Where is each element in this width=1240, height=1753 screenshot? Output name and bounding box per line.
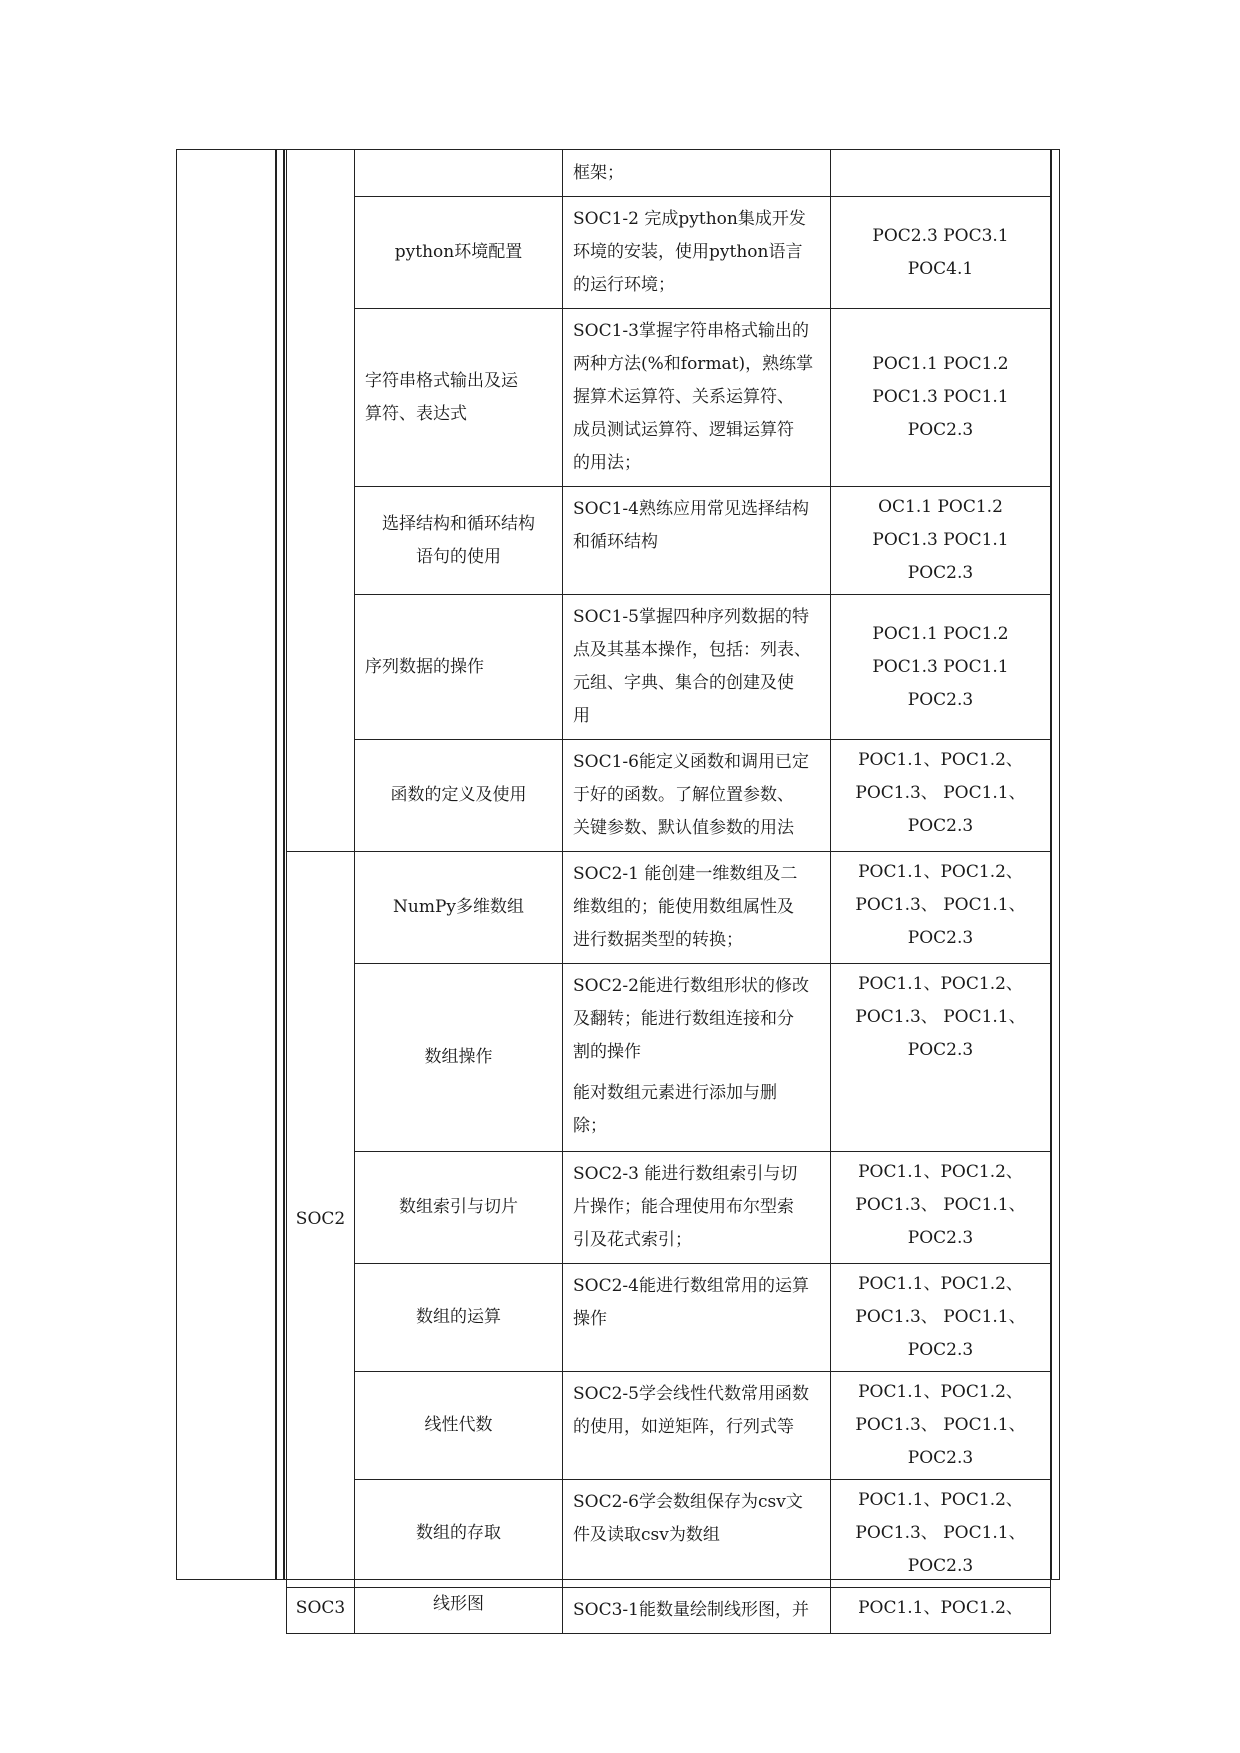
unit-cell: SOC3 bbox=[287, 1588, 355, 1634]
outcome-description: SOC1-5掌握四种序列数据的特 点及其基本操作，包括：列表、 元组、字典、集合的创建及使 用 bbox=[563, 595, 831, 740]
outcome-description: SOC3-1能数量绘制线形图，并 bbox=[563, 1588, 831, 1634]
unit-cell bbox=[287, 150, 355, 852]
poc-mapping: POC1.1、POC1.2、 POC1.3、 POC1.1、 POC2.3 bbox=[831, 1480, 1051, 1588]
outer-column-divider bbox=[275, 149, 277, 1580]
table-row bbox=[287, 964, 1051, 1152]
topic-cell: 线性代数 bbox=[355, 1372, 563, 1480]
outcome-description: SOC2-6学会数组保存为csv文 件及读取csv为数组 bbox=[563, 1480, 831, 1588]
poc-mapping: POC1.1、POC1.2、 POC1.3、 POC1.1、 POC2.3 bbox=[831, 852, 1051, 964]
poc-mapping: POC1.1、POC1.2、 POC1.3、 POC1.1、 POC2.3 bbox=[831, 1152, 1051, 1264]
table-row bbox=[287, 1588, 1051, 1634]
outcome-description: SOC1-6能定义函数和调用已定 于好的函数。了解位置参数、 关键参数、默认值参数的用法 bbox=[563, 740, 831, 852]
poc-mapping: POC2.3 POC3.1 POC4.1 bbox=[831, 197, 1051, 309]
table-row bbox=[287, 1152, 1051, 1264]
poc-mapping: POC1.1、POC1.2、 POC1.3、 POC1.1、 POC2.3 bbox=[831, 964, 1051, 1152]
topic-cell: NumPy多维数组 bbox=[355, 852, 563, 964]
topic-cell: 数组的运算 bbox=[355, 1264, 563, 1372]
outcome-description: SOC2-5学会线性代数常用函数 的使用，如逆矩阵，行列式等 bbox=[563, 1372, 831, 1480]
outcome-description-continued: 能对数组元素进行添加与删 除； bbox=[573, 1083, 777, 1136]
unit-cell: SOC2 bbox=[287, 852, 355, 1588]
outcome-description: SOC2-3 能进行数组索引与切 片操作；能合理使用布尔型索 引及花式索引； bbox=[563, 1152, 831, 1264]
table-row bbox=[287, 309, 1051, 487]
poc-mapping: POC1.1、POC1.2、 POC1.3、 POC1.1、 POC2.3 bbox=[831, 1372, 1051, 1480]
topic-cell: 函数的定义及使用 bbox=[355, 740, 563, 852]
table-row bbox=[287, 150, 1051, 197]
poc-mapping: POC1.1 POC1.2 POC1.3 POC1.1 POC2.3 bbox=[831, 595, 1051, 740]
topic-cell: 线形图 bbox=[355, 1588, 563, 1634]
poc-mapping: POC1.1 POC1.2 POC1.3 POC1.1 POC2.3 bbox=[831, 309, 1051, 487]
table-row bbox=[287, 487, 1051, 595]
poc-mapping: POC1.1、POC1.2、 POC1.3、 POC1.1、 POC2.3 bbox=[831, 1264, 1051, 1372]
outer-column-divider-inner bbox=[283, 149, 285, 1580]
table-row bbox=[287, 197, 1051, 309]
topic-cell: 序列数据的操作 bbox=[355, 595, 563, 740]
outcome-description: SOC2-2能进行数组形状的修改 及翻转；能进行数组连接和分 割的操作 能对数组元素进行添加与删 除； bbox=[563, 964, 831, 1152]
poc-mapping bbox=[831, 150, 1051, 197]
outcome-description: SOC1-2 完成python集成开发 环境的安装，使用python语言 的运行环境； bbox=[563, 197, 831, 309]
outcome-description: SOC1-4熟练应用常见选择结构 和循环结构 bbox=[563, 487, 831, 595]
poc-mapping: POC1.1、POC1.2、 bbox=[831, 1588, 1051, 1634]
topic-cell: 字符串格式输出及运 算符、表达式 bbox=[355, 309, 563, 487]
topic-cell bbox=[355, 150, 563, 197]
outcome-description: SOC2-4能进行数组常用的运算 操作 bbox=[563, 1264, 831, 1372]
table-row bbox=[287, 595, 1051, 740]
outcome-description: 框架； bbox=[563, 150, 831, 197]
outcome-description: SOC1-3掌握字符串格式输出的 两种方法(%和format)，熟练掌 握算术运算符、关系运算符、 成员测试运算符、逻辑运算符 的用法； bbox=[563, 309, 831, 487]
topic-cell: 数组的存取 bbox=[355, 1480, 563, 1588]
topic-cell: 数组索引与切片 bbox=[355, 1152, 563, 1264]
table-row bbox=[287, 1264, 1051, 1372]
poc-mapping: POC1.1、POC1.2、 POC1.3、 POC1.1、 POC2.3 bbox=[831, 740, 1051, 852]
course-outcome-table bbox=[286, 149, 1051, 1634]
table-row bbox=[287, 852, 1051, 964]
topic-cell: python环境配置 bbox=[355, 197, 563, 309]
table-row bbox=[287, 740, 1051, 852]
topic-cell: 选择结构和循环结构 语句的使用 bbox=[355, 487, 563, 595]
table-row bbox=[287, 1480, 1051, 1588]
outcome-description: SOC2-1 能创建一维数组及二 维数组的；能使用数组属性及 进行数据类型的转换； bbox=[563, 852, 831, 964]
poc-mapping: OC1.1 POC1.2 POC1.3 POC1.1 POC2.3 bbox=[831, 487, 1051, 595]
topic-cell: 数组操作 bbox=[355, 964, 563, 1152]
table-row bbox=[287, 1372, 1051, 1480]
